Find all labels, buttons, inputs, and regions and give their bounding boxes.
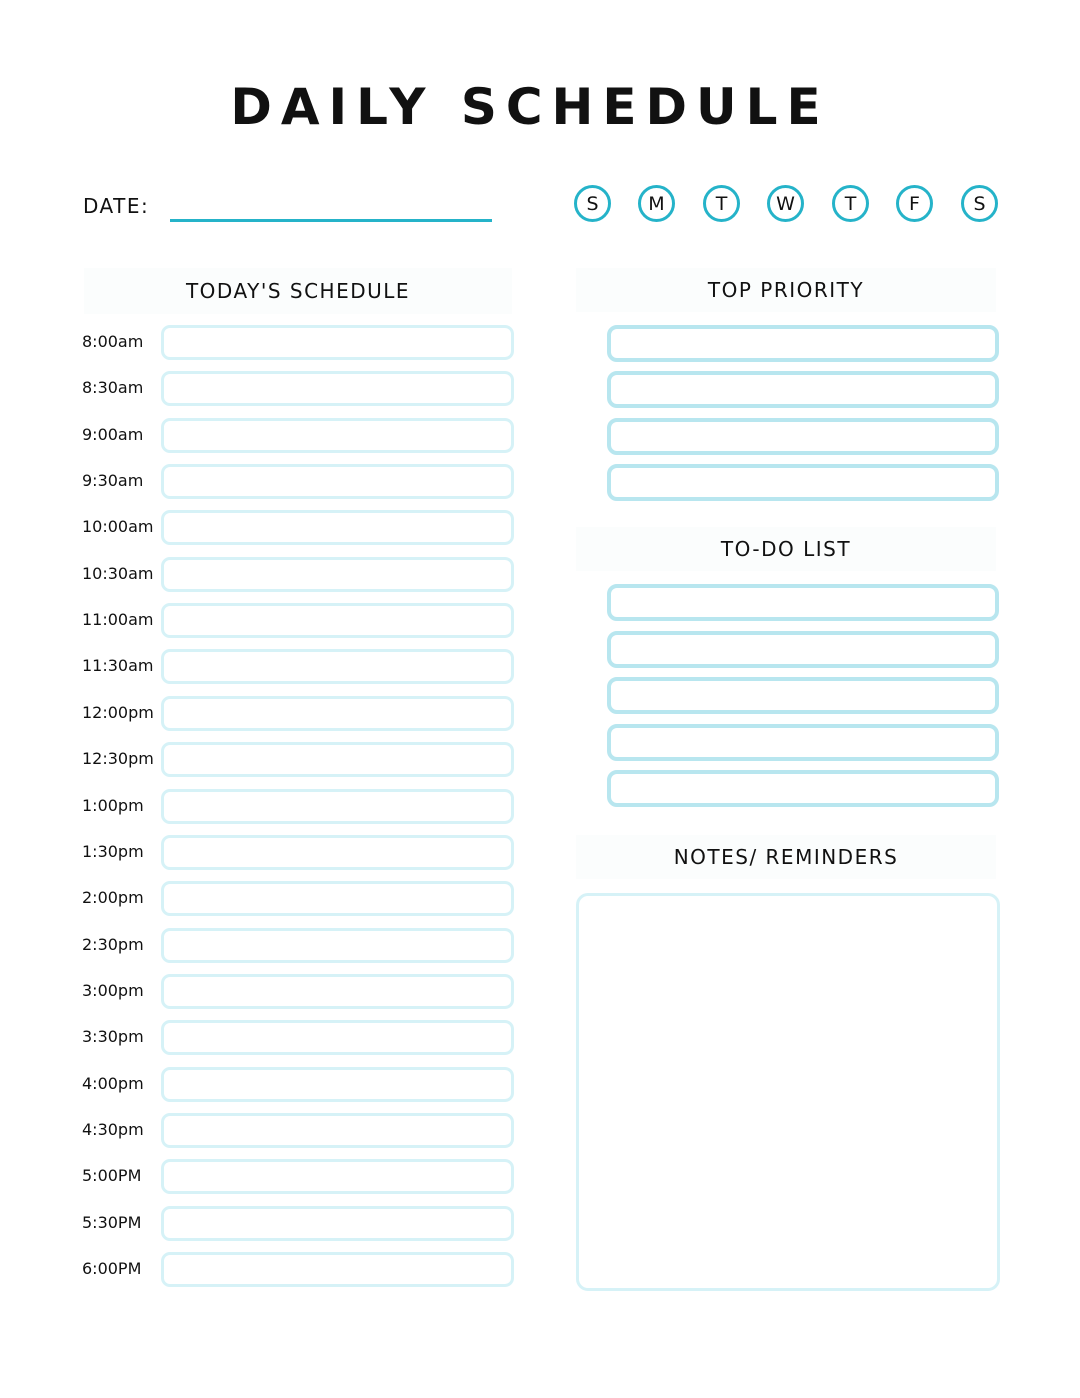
schedule-slot[interactable]	[161, 603, 514, 638]
top-priority-item[interactable]	[607, 371, 999, 408]
todo-item[interactable]	[607, 677, 999, 714]
time-label: 11:00am	[82, 610, 154, 629]
schedule-slot[interactable]	[161, 974, 514, 1009]
schedule-slot[interactable]	[161, 418, 514, 453]
time-label: 10:00am	[82, 517, 154, 536]
schedule-slot[interactable]	[161, 557, 514, 592]
schedule-heading: TODAY'S SCHEDULE	[84, 268, 512, 314]
todo-item[interactable]	[607, 584, 999, 621]
time-label: 1:00pm	[82, 796, 144, 815]
schedule-slot[interactable]	[161, 881, 514, 916]
day-circle-wednesday[interactable]: W	[767, 185, 804, 222]
time-label: 4:00pm	[82, 1074, 144, 1093]
schedule-slot[interactable]	[161, 1206, 514, 1241]
time-label: 2:00pm	[82, 888, 144, 907]
schedule-slot[interactable]	[161, 789, 514, 824]
time-label: 8:30am	[82, 378, 144, 397]
day-circle-thursday[interactable]: T	[832, 185, 869, 222]
schedule-slot[interactable]	[161, 1020, 514, 1055]
top-priority-item[interactable]	[607, 418, 999, 455]
schedule-slot[interactable]	[161, 1159, 514, 1194]
schedule-slot[interactable]	[161, 835, 514, 870]
schedule-slot[interactable]	[161, 1113, 514, 1148]
day-circle-saturday[interactable]: S	[961, 185, 998, 222]
schedule-slot[interactable]	[161, 510, 514, 545]
time-label: 9:00am	[82, 425, 144, 444]
date-field[interactable]	[170, 219, 492, 222]
time-label: 5:30PM	[82, 1213, 142, 1232]
time-label: 10:30am	[82, 564, 154, 583]
top-priority-item[interactable]	[607, 325, 999, 362]
time-label: 1:30pm	[82, 842, 144, 861]
time-label: 11:30am	[82, 656, 154, 675]
page-title: DAILY SCHEDULE	[230, 78, 830, 136]
todo-heading: TO-DO LIST	[576, 527, 996, 571]
day-circle-friday[interactable]: F	[896, 185, 933, 222]
todo-item[interactable]	[607, 724, 999, 761]
schedule-slot[interactable]	[161, 742, 514, 777]
schedule-slot[interactable]	[161, 464, 514, 499]
time-label: 12:30pm	[82, 749, 154, 768]
time-label: 5:00PM	[82, 1166, 142, 1185]
schedule-slot[interactable]	[161, 696, 514, 731]
notes-box[interactable]	[576, 893, 1000, 1291]
time-label: 4:30pm	[82, 1120, 144, 1139]
notes-heading: NOTES/ REMINDERS	[576, 835, 996, 879]
time-label: 6:00PM	[82, 1259, 142, 1278]
top-priority-item[interactable]	[607, 464, 999, 501]
time-label: 12:00pm	[82, 703, 154, 722]
day-circle-monday[interactable]: M	[638, 185, 675, 222]
time-label: 3:00pm	[82, 981, 144, 1000]
date-label: DATE:	[83, 194, 150, 218]
schedule-slot[interactable]	[161, 325, 514, 360]
schedule-slot[interactable]	[161, 371, 514, 406]
day-circle-tuesday[interactable]: T	[703, 185, 740, 222]
day-circle-sunday[interactable]: S	[574, 185, 611, 222]
time-label: 9:30am	[82, 471, 144, 490]
time-label: 2:30pm	[82, 935, 144, 954]
todo-item[interactable]	[607, 631, 999, 668]
top-priority-heading: TOP PRIORITY	[576, 268, 996, 312]
schedule-slot[interactable]	[161, 928, 514, 963]
time-label: 8:00am	[82, 332, 144, 351]
schedule-slot[interactable]	[161, 1252, 514, 1287]
schedule-slot[interactable]	[161, 649, 514, 684]
schedule-slot[interactable]	[161, 1067, 514, 1102]
todo-item[interactable]	[607, 770, 999, 807]
time-label: 3:30pm	[82, 1027, 144, 1046]
